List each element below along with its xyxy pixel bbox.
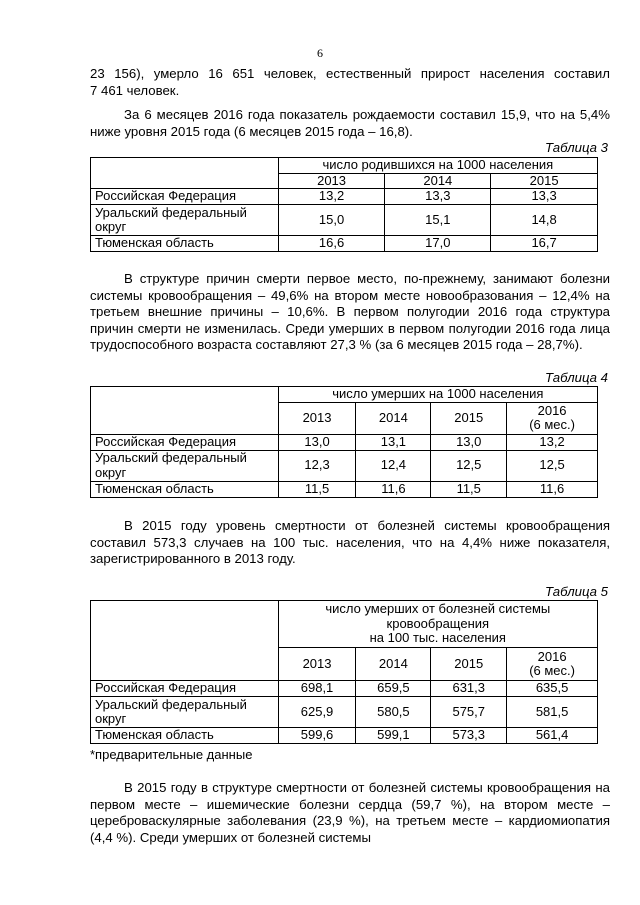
- table3-value: 16,6: [278, 236, 385, 252]
- table5-value: 631,3: [431, 681, 507, 697]
- table-row: [91, 236, 598, 252]
- table5-caption: Таблица 5: [544, 584, 608, 599]
- table4-value: 13,2: [507, 434, 598, 450]
- paragraph-line: 7 461 человек.: [90, 82, 180, 98]
- table5-header: [278, 601, 597, 648]
- table5-value: 599,6: [278, 728, 356, 744]
- table-row: [91, 728, 598, 744]
- table5-region: Российская Федерация: [91, 681, 279, 697]
- table4-value: 12,4: [356, 450, 431, 481]
- table4-value: 12,3: [278, 450, 356, 481]
- table5-header-line2: кровообращения: [386, 615, 490, 631]
- table-row: [91, 434, 598, 450]
- table4-value: 13,1: [356, 434, 431, 450]
- table-row: [91, 481, 598, 497]
- table-row: [91, 189, 598, 205]
- table4-header: число умерших на 1000 населения: [278, 387, 597, 403]
- table5-year-2016-line1: 2016: [537, 648, 567, 664]
- table4-year-2016: [507, 402, 598, 434]
- table4-death-rate: [90, 386, 598, 498]
- table5-header-line3: на 100 тыс. населения: [369, 630, 506, 646]
- table4-region: Российская Федерация: [91, 434, 279, 450]
- table5-region: Тюменская область: [91, 728, 279, 744]
- table5-value: 625,9: [278, 697, 356, 728]
- table3-region: Уральский федеральный округ: [91, 205, 279, 236]
- page-number: 6: [317, 46, 323, 60]
- table3-caption: Таблица 3: [544, 140, 608, 155]
- table5-header-line1: число умерших от болезней системы: [325, 601, 551, 617]
- table5-value: 573,3: [431, 728, 507, 744]
- table4-region: Тюменская область: [91, 481, 279, 497]
- table3-region: Тюменская область: [91, 236, 279, 252]
- table5-value: 580,5: [356, 697, 431, 728]
- table4-year: 2015: [431, 402, 507, 434]
- table4-year-2016-line1: 2016: [537, 402, 567, 418]
- table3-birth-rate: [90, 157, 598, 252]
- table5-region: Уральский федеральный округ: [91, 697, 279, 728]
- table3-value: 14,8: [491, 205, 598, 236]
- table5-corner-cell: [91, 601, 279, 681]
- table-row: [91, 697, 598, 728]
- table4-value: 13,0: [431, 434, 507, 450]
- table5-year: 2014: [356, 648, 431, 681]
- table5-value: 599,1: [356, 728, 431, 744]
- table3-year: 2013: [278, 173, 385, 189]
- table3-region: Российская Федерация: [91, 189, 279, 205]
- table4-value: 12,5: [507, 450, 598, 481]
- table4-value: 11,5: [431, 481, 507, 497]
- table3-value: 13,3: [491, 189, 598, 205]
- table3-header: число родившихся на 1000 населения: [278, 158, 597, 174]
- table5-cardio-deaths: [90, 600, 598, 744]
- paragraph-births-deaths: [90, 66, 610, 99]
- table3-value: 13,3: [385, 189, 491, 205]
- paragraph-death-causes: В структуре причин смерти первое место, по-прежнему, занимают болезни системы кровообращения – 49,6% на втором месте новообразования – 12,4% на третьем внешние причины – 10,6%. В первом полугодии 2016 года структура причин смерти не изменилась. Среди умерших в первом полугодии 2016 года лица трудоспособного возраста составляют 27,3 % (за 6 месяцев 2015 года – 28,7%).: [90, 271, 610, 353]
- table5-year-2016: [507, 648, 598, 681]
- paragraph-cardio-mortality: В 2015 году уровень смертности от болезней системы кровообращения составил 573,3 случаев на 100 тыс. населения, что на 4,4% ниже показателя, зарегистрированного в 2013 году.: [90, 518, 610, 567]
- table5-footnote: *предварительные данные: [90, 747, 253, 762]
- table4-corner-cell: [91, 387, 279, 435]
- table5-value: 561,4: [507, 728, 598, 744]
- paragraph-line: 23 156), умерло 16 651 человек, естественный прирост населения составил: [90, 66, 610, 81]
- table4-year: 2013: [278, 402, 356, 434]
- table3-value: 15,0: [278, 205, 385, 236]
- table4-value: 11,6: [356, 481, 431, 497]
- table5-year-2016-line2: (6 мес.): [529, 663, 575, 678]
- table3-value: 13,2: [278, 189, 385, 205]
- paragraph-birth-rate: За 6 месяцев 2016 года показатель рождаемости составил 15,9, что на 5,4% ниже уровня 2015 года (6 месяцев 2015 года – 16,8).: [90, 107, 610, 139]
- table4-value: 11,5: [278, 481, 356, 497]
- table4-value: 13,0: [278, 434, 356, 450]
- table-row: [91, 681, 598, 697]
- table5-value: 635,5: [507, 681, 598, 697]
- table5-year: 2015: [431, 648, 507, 681]
- table3-value: 16,7: [491, 236, 598, 252]
- table4-value: 12,5: [431, 450, 507, 481]
- table5-value: 581,5: [507, 697, 598, 728]
- table4-value: 11,6: [507, 481, 598, 497]
- table3-value: 15,1: [385, 205, 491, 236]
- table4-region: Уральский федеральный округ: [91, 450, 279, 481]
- table3-corner-cell: [91, 158, 279, 189]
- table-row: [91, 205, 598, 236]
- table4-caption: Таблица 4: [544, 370, 608, 385]
- table4-year: 2014: [356, 402, 431, 434]
- table5-value: 659,5: [356, 681, 431, 697]
- table5-value: 575,7: [431, 697, 507, 728]
- table5-value: 698,1: [278, 681, 356, 697]
- table4-year-2016-line2: (6 мес.): [529, 417, 575, 432]
- table3-year: 2015: [491, 173, 598, 189]
- table3-value: 17,0: [385, 236, 491, 252]
- table5-year: 2013: [278, 648, 356, 681]
- table-row: [91, 450, 598, 481]
- table3-year: 2014: [385, 173, 491, 189]
- paragraph-cardio-structure: В 2015 году в структуре смертности от болезней системы кровообращения на первом месте – ишемические болезни сердца (59,7 %), на втором месте – цереброваскулярные заболевания (23,9 %), на третьем месте – кардиомиопатия (4,4 %). Среди умерших от болезней системы: [90, 780, 610, 845]
